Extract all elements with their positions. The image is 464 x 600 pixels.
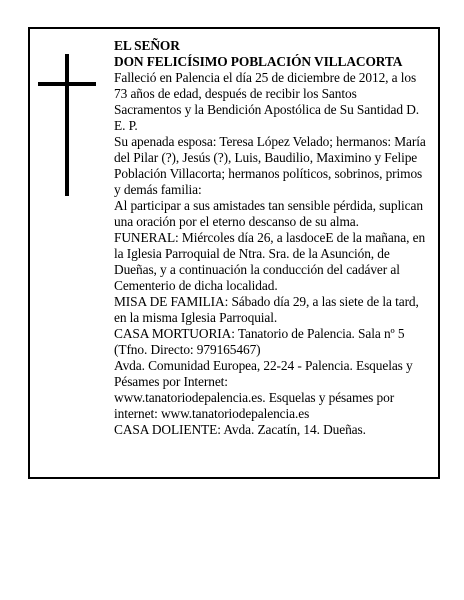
family-paragraph: Su apenada esposa: Teresa López Velado; hermanos: María del Pilar (?), Jesús (?), Luis, Baudilio, Maximino y Felipe Población Villacorta; hermanos políticos, sobrinos, primos y demás familia: bbox=[114, 134, 426, 197]
title-line-1: EL SEÑOR bbox=[114, 38, 180, 53]
prayer-request-paragraph: Al participar a sus amistades tan sensible pérdida, suplican una oración por el eterno descanso de su alma. bbox=[114, 198, 423, 229]
death-details-paragraph: Falleció en Palencia el día 25 de diciembre de 2012, a los 73 años de edad, después de recibir los Santos Sacramentos y la Bendición Apostólica de Su Santidad D. E. P. bbox=[114, 70, 420, 133]
obituary-text bbox=[114, 38, 426, 438]
cross-vertical-bar bbox=[65, 54, 69, 196]
cross-horizontal-bar bbox=[38, 82, 96, 86]
address-paragraph: Avda. Comunidad Europea, 22-24 - Palencia. Esquelas y Pésames por Internet: bbox=[114, 358, 413, 389]
website-paragraph: www.tanatoriodepalencia.es. Esquelas y pésames por internet: www.tanatoriodepalencia.es bbox=[114, 390, 395, 421]
mourning-house-paragraph: CASA DOLIENTE: Avda. Zacatín, 14. Dueñas. bbox=[114, 422, 366, 437]
deceased-name: DON FELICÍSIMO POBLACIÓN VILLACORTA bbox=[114, 54, 403, 69]
latin-cross-icon bbox=[38, 54, 96, 196]
funeral-home-paragraph: CASA MORTUORIA: Tanatorio de Palencia. Sala nº 5 (Tfno. Directo: 979165467) bbox=[114, 326, 405, 357]
deceased-heading bbox=[114, 38, 426, 70]
funeral-paragraph: FUNERAL: Miércoles día 26, a lasdoceE de la mañana, en la Iglesia Parroquial de Ntra. Sra. de la Asunción, de Dueñas, y a continuación la conducción del cadáver al Cementerio de dicha localidad. bbox=[114, 230, 426, 293]
family-mass-paragraph: MISA DE FAMILIA: Sábado día 29, a las siete de la tard, en la misma Iglesia Parroquial. bbox=[114, 294, 419, 325]
